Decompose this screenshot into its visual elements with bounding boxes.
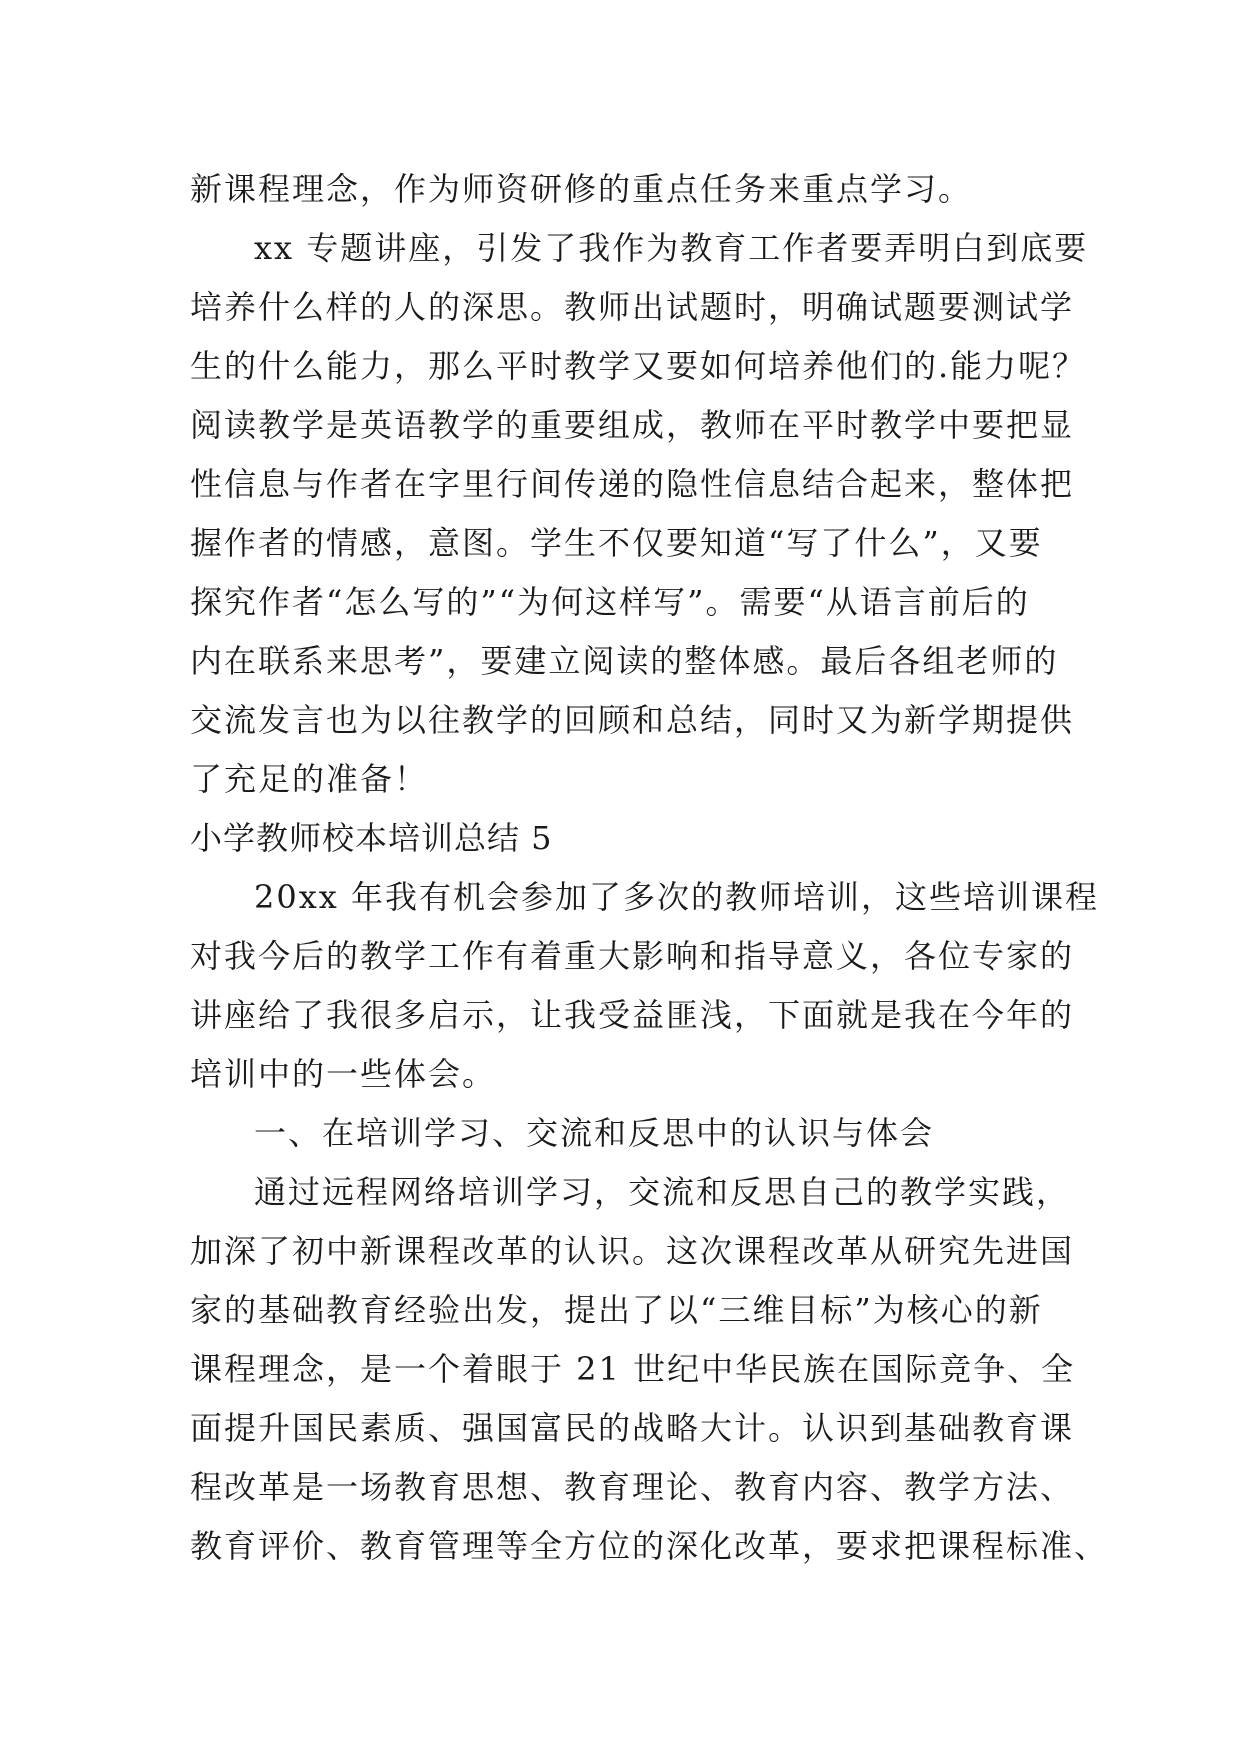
- paragraph-start-line: 20xx 年我有机会参加了多次的教师培训，这些培训课程: [254, 878, 1099, 916]
- text-line: 家的基础教育经验出发，提出了以“三维目标”为核心的新: [190, 1291, 1043, 1329]
- text-line: 培训中的一些体会。: [190, 1055, 497, 1093]
- text-line: 内在联系来思考”，要建立阅读的整体感。最后各组老师的: [190, 642, 1059, 680]
- text-line: 课程理念，是一个着眼于 21 世纪中华民族在国际竞争、全: [190, 1350, 1076, 1388]
- text-line: 讲座给了我很多启示，让我受益匪浅，下面就是我在今年的: [190, 996, 1075, 1034]
- text-line: 新课程理念，作为师资研修的重点任务来重点学习。: [190, 170, 973, 208]
- text-line: 性信息与作者在字里行间传递的隐性信息结合起来，整体把: [190, 465, 1075, 503]
- text-line: 培养什么样的人的深思。教师出试题时，明确试题要测试学: [190, 288, 1075, 326]
- document-body: [190, 160, 1109, 1576]
- subsection-heading: 一、在培训学习、交流和反思中的认识与体会: [254, 1114, 935, 1152]
- text-line: 交流发言也为以往教学的回顾和总结，同时又为新学期提供: [190, 701, 1075, 739]
- paragraph-start-line: xx 专题讲座，引发了我作为教育工作者要弄明白到底要: [254, 229, 1089, 267]
- text-line: 握作者的情感，意图。学生不仅要知道“写了什么”，又要: [190, 524, 1043, 562]
- text-line: 阅读教学是英语教学的重要组成，教师在平时教学中要把显: [190, 406, 1075, 444]
- text-line: 教育评价、教育管理等全方位的深化改革，要求把课程标准、: [190, 1527, 1109, 1565]
- text-line: 程改革是一场教育思想、教育理论、教育内容、教学方法、: [190, 1468, 1075, 1506]
- text-line: 了充足的准备！: [190, 760, 429, 798]
- paragraph-start-line: 通过远程网络培训学习，交流和反思自己的教学实践，: [254, 1173, 1071, 1211]
- text-line: 生的什么能力，那么平时教学又要如何培养他们的.能力呢？: [190, 347, 1087, 385]
- text-line: 对我今后的教学工作有着重大影响和指导意义，各位专家的: [190, 937, 1075, 975]
- text-line: 探究作者“怎么写的”“为何这样写”。需要“从语言前后的: [190, 583, 1030, 621]
- section-heading: 小学教师校本培训总结 5: [190, 819, 553, 857]
- text-line: 加深了初中新课程改革的认识。这次课程改革从研究先进国: [190, 1232, 1075, 1270]
- text-line: 面提升国民素质、强国富民的战略大计。认识到基础教育课: [190, 1409, 1075, 1447]
